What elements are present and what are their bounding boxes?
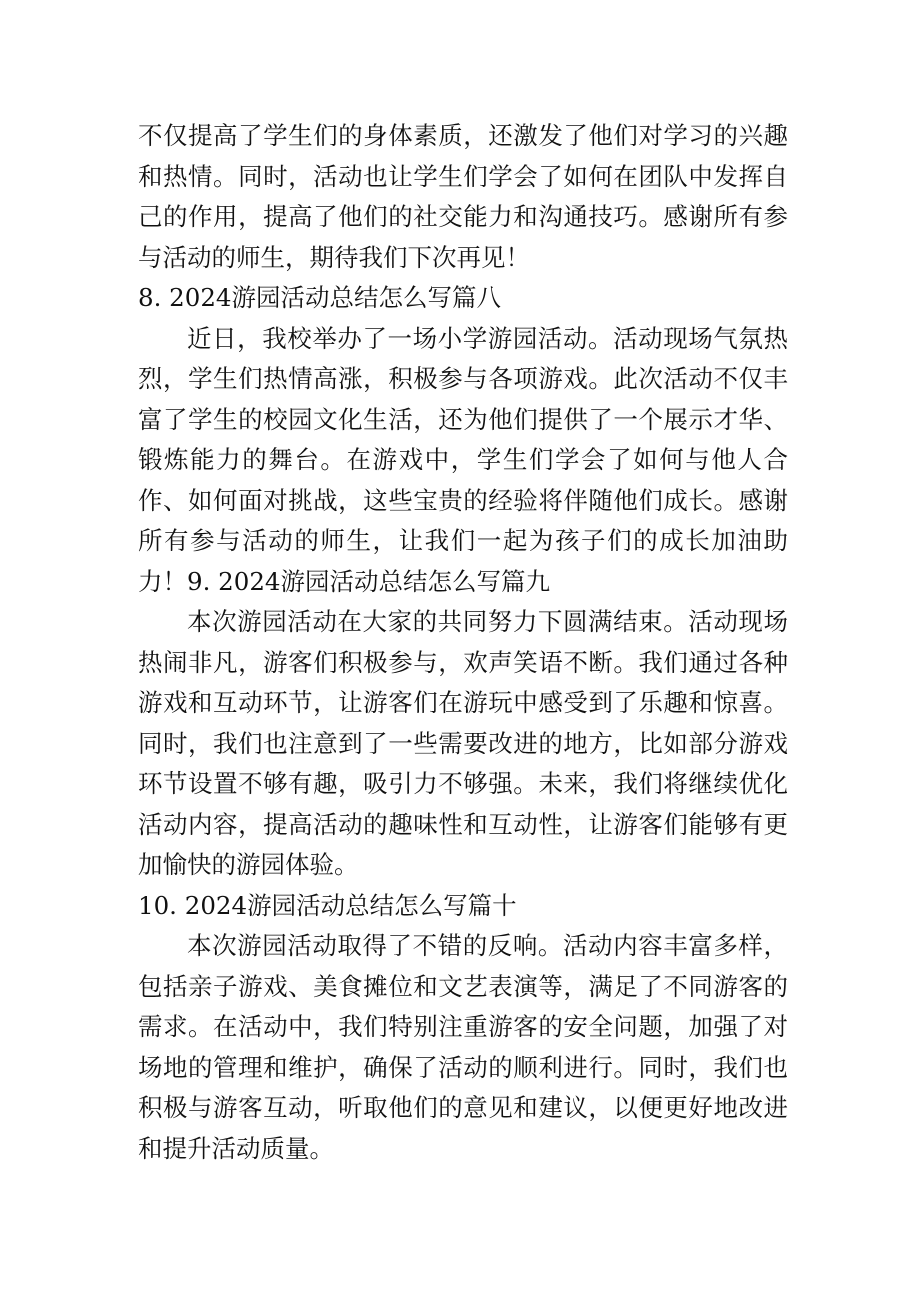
document-page bbox=[138, 116, 788, 1169]
section-8-paragraph: 近日，我校举办了一场小学游园活动。活动现场气氛热烈，学生们热情高涨，积极参与各项游戏。此次活动不仅丰富了学生的校园文化生活，还为他们提供了一个展示才华、锻炼能力的舞台。在游戏中，学生们学会了如何与他人合作、如何面对挑战，这些宝贵的经验将伴随他们成长。感谢所有参与活动的师生，让我们一起为孩子们的成长加油助力！9. 2024游园活动总结怎么写篇九 bbox=[138, 323, 788, 596]
section-10-paragraph: 本次游园活动取得了不错的反响。活动内容丰富多样，包括亲子游戏、美食摊位和文艺表演等，满足了不同游客的需求。在活动中，我们特别注重游客的安全问题，加强了对场地的管理和维护，确保了活动的顺利进行。同时，我们也积极与游客互动，听取他们的意见和建议，以便更好地改进和提升活动质量。 bbox=[138, 931, 788, 1163]
intro-paragraph: 不仅提高了学生们的身体素质，还激发了他们对学习的兴趣和热情。同时，活动也让学生们学会了如何在团队中发挥自己的作用，提高了他们的社交能力和沟通技巧。感谢所有参与活动的师生，期待我们下次再见！ bbox=[138, 121, 788, 272]
section-10-heading: 10. 2024游园活动总结怎么写篇十 bbox=[138, 890, 517, 920]
section-8-heading: 8. 2024游园活动总结怎么写篇八 bbox=[138, 283, 502, 312]
section-9-paragraph: 本次游园活动在大家的共同努力下圆满结束。活动现场热闹非凡，游客们积极参与，欢声笑语不断。我们通过各种游戏和互动环节，让游客们在游玩中感受到了乐趣和惊喜。同时，我们也注意到了一些需要改进的地方，比如部分游戏环节设置不够有趣，吸引力不够强。未来，我们将继续优化活动内容，提高活动的趣味性和互动性，让游客们能够有更加愉快的游园体验。 bbox=[138, 607, 788, 879]
